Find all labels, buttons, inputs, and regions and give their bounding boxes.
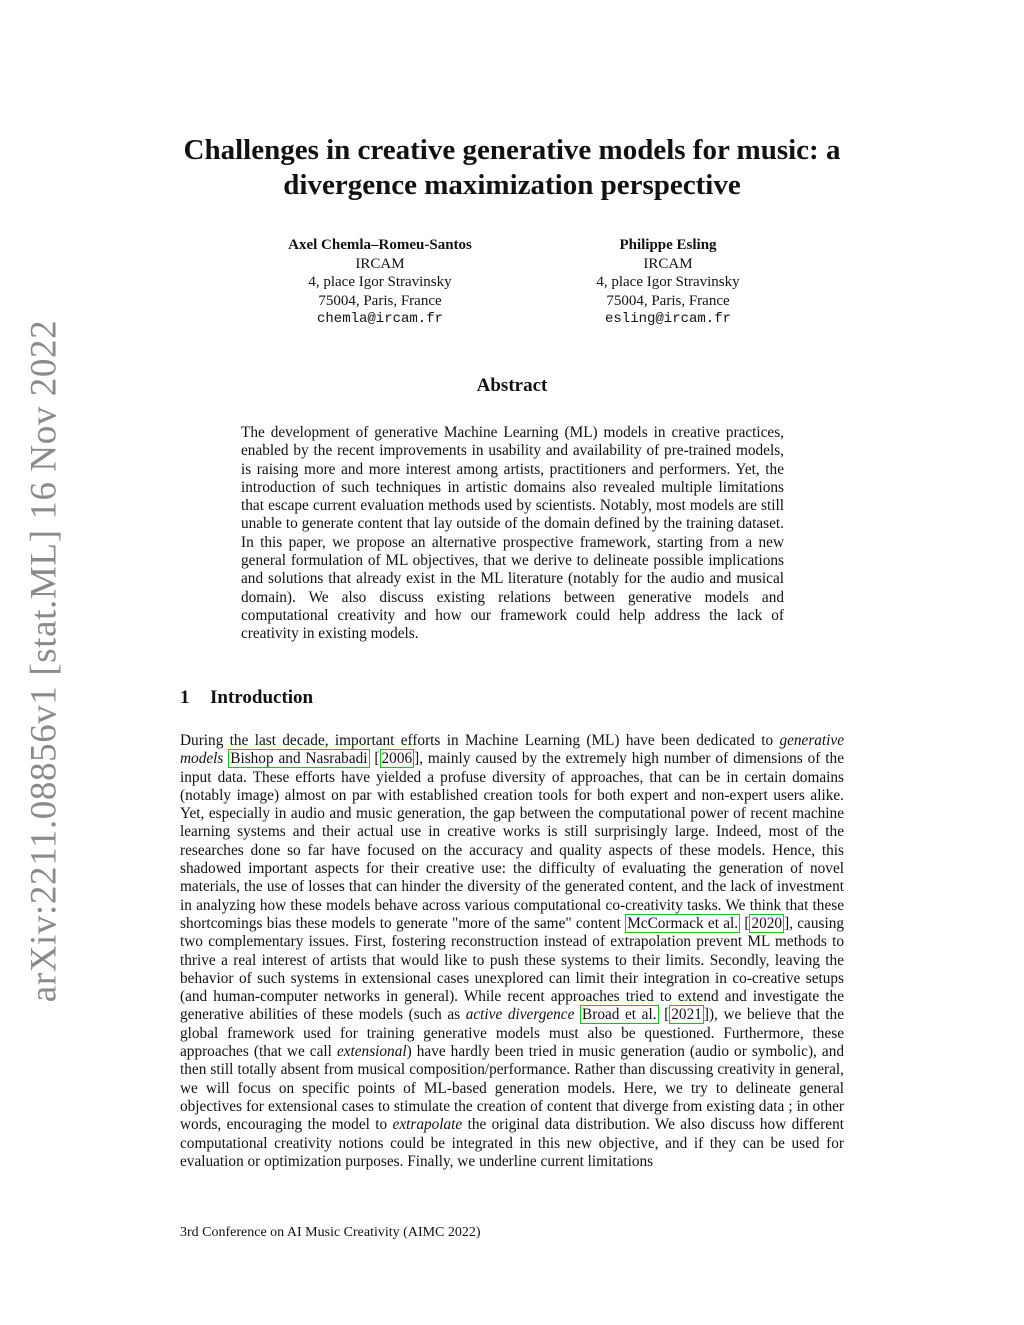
intro-emphasis: active divergence	[465, 1006, 575, 1024]
introduction-paragraph: During the last decade, important efforts in Machine Learning (ML) have been dedicated to generative models Bishop and Nasrabadi [ 2006 ], mainly caused by the extremely high number of dimensions of the input data. These efforts have yielded a profuse diversity of approaches, that can be in certain domains (notably image) almost on par with established creation tools for both expert and non-expert users alike. Yet, especially in audio and music generation, the gap between the computational power of recent machine learning systems and their actual use in creative works is still surprisingly large. Indeed, most of the researches done so far have focused on the accuracy and quality aspects of these models. Hence, this shadowed important aspects for their creative use: the difficulty of evaluating the generation of novel materials, the use of losses that can hinder the diversity of the generated content, and the lack of investment in analyzing how these models behave across various computational co-creativity tasks. We think that these shortcomings bias these models to generate "more of the same" content McCormack et al. [ 2020 ], causing two complementary issues. First, fostering reconstruction instead of extrapolation prevent ML methods to thrive a real interest of artists that would like to push these systems to their limits. Secondly, leaving the behavior of such systems in extensional cases unexplored can limit their integration in co-creative setups (and human-computer networks in general). While recent approaches tried to extend and investigate the generative abilities of these models (such as active divergence Broad et al. [ 2021 ]), we believe that the global framework used for training generative models must also be questioned. Furthermore, these approaches (that we call extensional) have hardly been tried in music generation (audio or symbolic), and then still totally absent from musical composition/performance. Rather than discussing creativity in general, we will focus on specific points of ML-based generation models. Here, we try to delineate general objectives for extensional cases to stimulate the creation of content that diverge from existing data ; in other words, encouraging the model to extrapolate the original data distribution. We also discuss how different computational creativity notions could be integrated in this new objective, and if they can be used for evaluation or optimization purposes. Finally, we underline current limitations	[180, 732, 844, 1170]
author-city: 75004, Paris, France	[318, 292, 442, 309]
citation-year-link[interactable]: 2020	[751, 914, 783, 932]
author-email[interactable]: esling@ircam.fr	[604, 311, 732, 327]
author-affiliation: IRCAM	[643, 255, 693, 272]
citation-link[interactable]: Bishop and Nasrabadi	[230, 750, 368, 768]
author-city: 75004, Paris, France	[606, 292, 730, 309]
intro-text: ) have hardly been tried in music generation (audio or symbolic), and then still totally absent from musical composition/performance. Rather than discussing creativity in general, we will focus on specific points of ML-based generation models. Here, we try to delineate general objectives for extensional cases to stimulate the creation of content that diverge from existing data ; in other words, encouraging the model to	[180, 1043, 844, 1134]
author-block-2	[548, 236, 788, 329]
author-block-1	[260, 236, 500, 329]
author-street: 4, place Igor Stravinsky	[596, 274, 740, 290]
abstract-text: The development of generative Machine Learning (ML) models in creative practices, enabled by the recent improvements in usability and availability of pre-trained models, is raising more and more interest among artists, practitioners and performers. Yet, the introduction of such techniques in artistic domains also revealed multiple limitations that escape current evaluation methods used by scientists. Notably, most models are still unable to generate content that lay outside of the domain defined by the training dataset. In this paper, we propose an alternative prospective framework, starting from a new general formulation of ML objectives, that we derive to delineate possible implications and solutions that already exist in the ML literature (notably for the audio and musical domain). We also discuss existing relations between generative models and computational creativity and how our framework could help address the lack of creativity in existing models.	[241, 424, 784, 643]
section-title: Introduction	[210, 687, 314, 708]
conference-footer: 3rd Conference on AI Music Creativity (AIMC 2022)	[180, 1225, 481, 1240]
author-name: Philippe Esling	[619, 237, 717, 253]
intro-emphasis: extrapolate	[392, 1116, 463, 1134]
author-street: 4, place Igor Stravinsky	[308, 274, 452, 290]
intro-text: ]), we believe that the global framework used for training generative models must also be questioned. Furthermore, these approaches (that we call	[180, 1006, 844, 1061]
intro-text: ], causing two complementary issues. First, fostering reconstruction instead of extrapolation prevent ML methods to thrive a real interest of artists that would like to push these systems to their limits. Secondly, leaving the behavior of such systems in extensional cases unexplored can limit their integration in co-creative setups (and human-computer networks in general). While recent approaches tried to extend and investigate the generative abilities of these models (such as	[180, 914, 844, 1024]
citation-link[interactable]: Broad et al.	[582, 1006, 657, 1024]
abstract-heading: Abstract	[476, 375, 548, 396]
intro-text: ], mainly caused by the extremely high number of dimensions of the input data. These efforts have yielded a profuse diversity of approaches, that can be in certain domains (notably image) almost on par with established creation tools for both expert and non-expert users alike. Yet, especially in audio and music generation, the gap between the computational power of recent machine learning systems and their actual use in creative works is still surprisingly large. Indeed, most of the researches done so far have focused on the accuracy and quality aspects of these models. Hence, this shadowed important aspects for their creative use: the difficulty of evaluating the generation of novel materials, the use of losses that can hinder the diversity of the generated content, and the lack of investment in analyzing how these models behave across various computational co-creativity tasks. We think that these shortcomings bias these models to generate "more of the same" content	[180, 750, 844, 932]
intro-emphasis: generative models	[180, 732, 844, 768]
intro-text: During the last decade, important efforts in Machine Learning (ML) have been dedicated to	[180, 732, 780, 749]
section-heading-introduction	[180, 687, 313, 709]
citation-year-link[interactable]: 2021	[671, 1006, 702, 1024]
author-affiliation: IRCAM	[355, 255, 405, 272]
citation-year-link[interactable]: 2006	[381, 750, 413, 768]
paper-title: Challenges in creative generative models for music: a divergence maximization perspective	[183, 134, 841, 201]
author-name: Axel Chemla–Romeu-Santos	[288, 237, 472, 253]
citation-link[interactable]: McCormack et al.	[627, 914, 739, 932]
author-email[interactable]: chemla@ircam.fr	[316, 311, 444, 327]
arxiv-watermark: arXiv:2211.08856v1 [stat.ML] 16 Nov 2022	[23, 319, 65, 1003]
intro-text: the original data distribution. We also discuss how different computational creativity notions could be integrated in this new objective, and if they can be used for evaluation or optimization purposes. Finally, we underline current limitations	[180, 1116, 844, 1170]
intro-emphasis: extensional	[336, 1043, 407, 1061]
section-number: 1	[180, 687, 190, 708]
